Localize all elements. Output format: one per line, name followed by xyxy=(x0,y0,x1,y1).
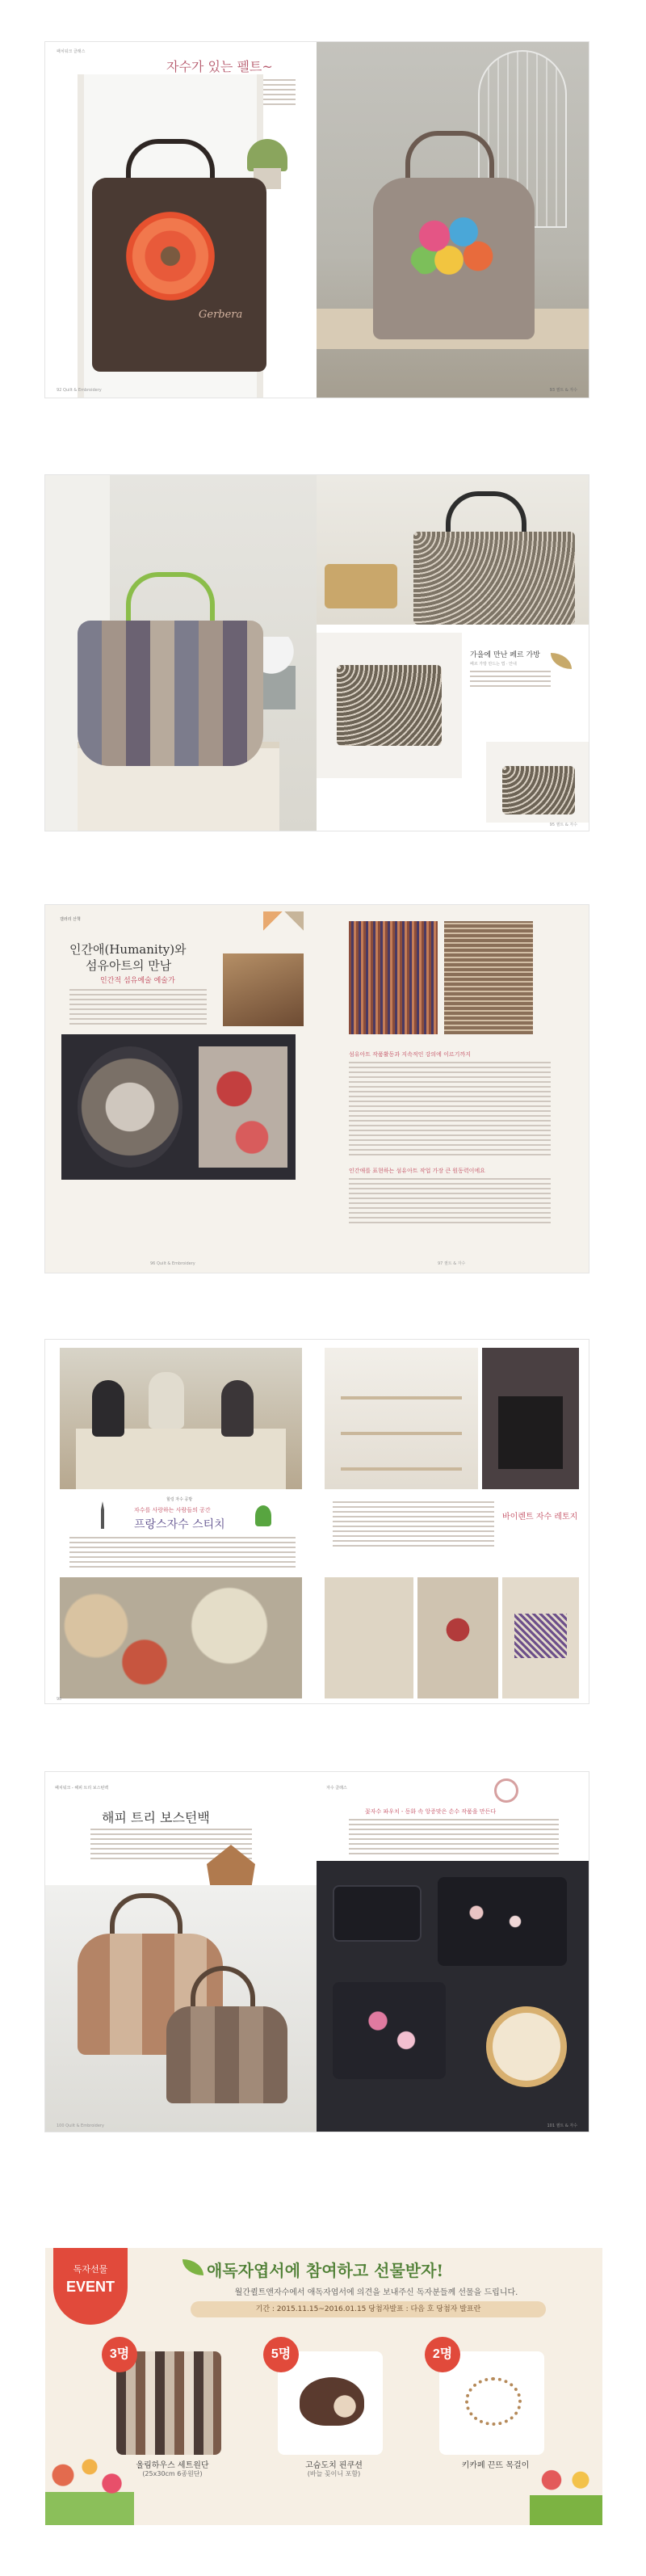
pouch-3 xyxy=(333,1982,446,2079)
cushion-photo-2 xyxy=(417,1577,498,1698)
event-tag-small: 독자선물 xyxy=(73,2264,108,2275)
spread4-right-page xyxy=(317,1340,589,1703)
prize-name: 키카페 끈뜨 목걸이 xyxy=(461,2461,530,2470)
cushion-photo-1 xyxy=(325,1577,413,1698)
bag-front-photo xyxy=(317,633,462,778)
plant-pot xyxy=(247,139,287,171)
prize-sub: (바늘 꽂이니 포함) xyxy=(307,2470,361,2477)
prize-count: 2명 xyxy=(425,2337,460,2372)
body-text-1 xyxy=(349,1062,551,1159)
spread1-right-page xyxy=(317,42,589,398)
bags-on-wall-photo xyxy=(482,1348,579,1489)
page-number-right: 93 퀼트 & 자수 xyxy=(549,388,577,393)
pink-subtitle: 자수를 사랑하는 사람들의 공간 xyxy=(134,1507,211,1513)
flowers-decor-right xyxy=(530,2450,602,2525)
artist-portrait-photo xyxy=(223,953,304,1026)
cushion-photo-3 xyxy=(502,1577,579,1698)
spread5-right-page xyxy=(317,1772,589,2132)
caption-title: 가을에 만난 페르 가방 xyxy=(470,651,540,659)
right-title: 바이렌트 자수 레토지 xyxy=(502,1513,578,1522)
section-label: 갤러리 산책 xyxy=(60,917,81,922)
spread1-left-page xyxy=(45,42,317,398)
embroidery-hoops-photo xyxy=(60,1577,302,1698)
page-number-left: 100 Quilt & Embroidery xyxy=(57,2124,104,2128)
magazine-spread-5 xyxy=(45,1772,589,2132)
page-number-left: 98 xyxy=(57,1697,62,1702)
magazine-spread-3 xyxy=(45,905,589,1273)
page-number-right: 101 퀼트 & 자수 xyxy=(547,2124,577,2128)
magazine-spread-2 xyxy=(45,475,589,831)
page-number-right: 97 퀼트 & 자수 xyxy=(438,1261,466,1266)
article-subtitle: 인간적 섬유예술 예술가 xyxy=(100,977,175,985)
page-number-left: 96 Quilt & Embroidery xyxy=(150,1261,195,1266)
page-number-left: 92 Quilt & Embroidery xyxy=(57,388,102,393)
event-headline: 애독자엽서에 참여하고 선물받자! xyxy=(207,2261,444,2280)
pouch-2 xyxy=(438,1877,567,1966)
pouch-1 xyxy=(333,1885,422,1942)
article-title: 자수가 있는 펠트~ xyxy=(166,59,273,74)
wreath-ornament xyxy=(494,1778,518,1803)
red-heading-2: 인간애를 표현하는 섬유아트 작업 가장 큰 원동력이에요 xyxy=(349,1168,485,1174)
boston-bag-small xyxy=(166,2006,287,2103)
caption-text-block xyxy=(470,671,551,690)
spread2-right-page xyxy=(317,475,589,831)
gerbera-embroidery xyxy=(126,212,215,301)
thread-portrait-1 xyxy=(349,921,438,1034)
magazine-spread-4 xyxy=(45,1340,589,1703)
embroidered-portrait xyxy=(78,1046,182,1168)
eiffel-icon xyxy=(94,1501,111,1529)
article-title: 프랑스자수 스티치 xyxy=(134,1518,225,1531)
body-text xyxy=(69,1537,296,1569)
flowers-decor-left xyxy=(45,2442,134,2525)
studded-bag-side xyxy=(502,766,575,814)
event-tag xyxy=(53,2248,128,2325)
prize-count: 5명 xyxy=(263,2337,299,2372)
embroidered-roses xyxy=(199,1046,287,1168)
article-title-line2: 섬유아트의 만남 xyxy=(86,958,172,973)
pink-heading: 꽃자수 파우치 - 동화 속 앙증맞은 손수 작품을 만든다 xyxy=(365,1808,497,1815)
person-3 xyxy=(221,1380,254,1437)
decor-triangles xyxy=(263,911,304,936)
shelves xyxy=(341,1364,462,1477)
necklace-shape xyxy=(465,2377,522,2426)
reader-event-banner xyxy=(45,2248,602,2525)
cushion-motif xyxy=(438,1610,478,1650)
grid-portrait-2 xyxy=(444,921,533,1034)
body-text xyxy=(333,1501,494,1550)
prize-count: 3명 xyxy=(102,2337,137,2372)
section-header: 자수 클래스 xyxy=(326,1786,347,1791)
prize-name: 울림하우스 세트원단 xyxy=(136,2461,209,2470)
small-label: 힐링 자수 공방 xyxy=(166,1497,193,1502)
table-with-crafts xyxy=(76,1429,286,1489)
studded-grey-bag xyxy=(413,532,575,625)
portrait-artwork-photo xyxy=(61,1034,296,1180)
page-number-right: 95 퀼트 & 자수 xyxy=(549,823,577,827)
embroidered-pouches-photo xyxy=(317,1861,589,2132)
article-title: 해피 트리 보스턴백 xyxy=(102,1810,210,1825)
spread5-left-page xyxy=(45,1772,317,2132)
person-2 xyxy=(149,1372,184,1429)
patchwork-tote-bag xyxy=(78,621,263,766)
prize-name: 고슴도치 핀쿠션 xyxy=(305,2461,363,2470)
intro-text-block xyxy=(69,989,207,1025)
leaf-icon xyxy=(182,2259,203,2275)
black-tote xyxy=(498,1396,563,1469)
studded-bag-front xyxy=(337,665,442,746)
event-subline: 월간퀼트앤자수에서 애독자엽서에 의견을 보내주신 독자분들께 선물을 드립니다. xyxy=(234,2288,518,2297)
event-tag-big: EVENT xyxy=(65,2279,115,2295)
class-workshop-photo xyxy=(60,1348,302,1489)
tree-icon xyxy=(255,1505,271,1526)
bag-side-photo xyxy=(486,742,589,823)
section-header: 패치워크 - 해피 트리 보스턴백 xyxy=(55,1786,109,1791)
spread2-left-page xyxy=(45,475,317,831)
cushion-grid xyxy=(514,1614,567,1658)
body-text-2 xyxy=(349,1178,551,1227)
spread4-left-page xyxy=(45,1340,317,1703)
spread3-left-page xyxy=(45,905,317,1273)
flower-bouquet-embroidery xyxy=(405,204,502,284)
shop-interior-photo xyxy=(325,1348,478,1489)
gerbera-text: Gerbera xyxy=(199,309,243,321)
hedgehog-body xyxy=(300,2377,364,2426)
leaf-ornament xyxy=(551,653,572,669)
radio-bag-photo xyxy=(317,475,589,625)
article-title-line1: 인간애(Humanity)와 xyxy=(69,942,187,957)
prize-sub: (25x30cm 6종원단) xyxy=(142,2470,203,2477)
person-1 xyxy=(92,1380,124,1437)
vintage-radio xyxy=(325,564,397,608)
red-heading-1: 섬유아트 작품활동과 지속적인 강의에 이르기까지 xyxy=(349,1051,471,1058)
event-date-bar: 기간 : 2015.11.15~2016.01.15 당첨자발표 : 다음 호 당첨자 발표란 xyxy=(191,2301,546,2317)
caption-subtitle: 페르 가방 만드는 법 · 안내 xyxy=(470,662,517,667)
spread3-right-page xyxy=(317,905,589,1273)
body-text xyxy=(349,1819,559,1854)
magazine-spread-1 xyxy=(45,42,589,398)
embroidery-hoop xyxy=(486,2006,567,2087)
section-header: 패치워크 클래스 xyxy=(57,49,86,54)
